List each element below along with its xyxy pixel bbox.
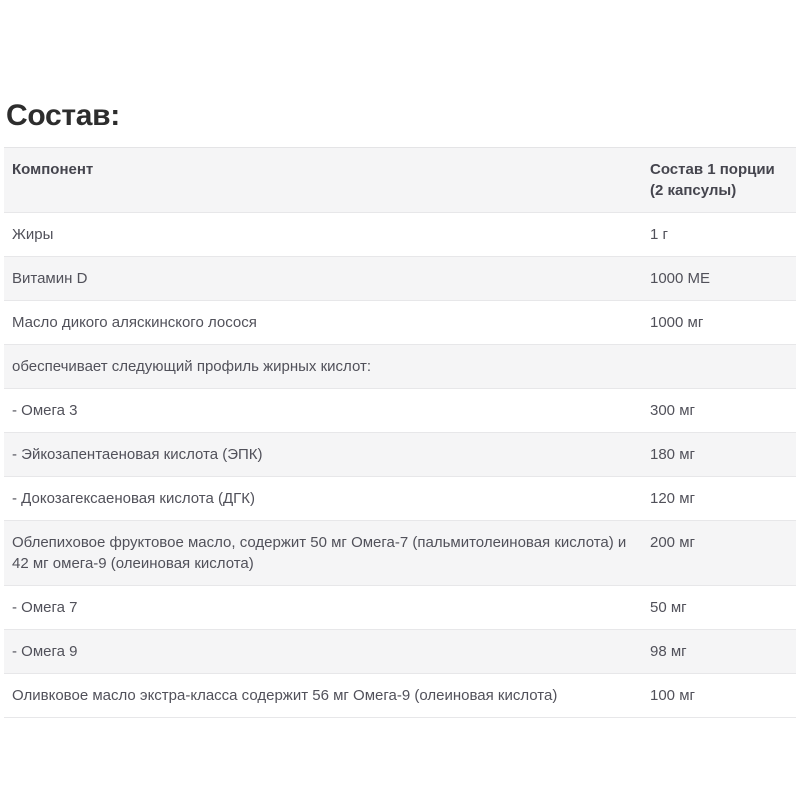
value-cell: 180 мг <box>650 446 695 463</box>
component-cell: Масло дикого аляскинского лосося <box>12 314 257 331</box>
table-row <box>4 630 796 674</box>
component-cell: - Омега 3 <box>12 402 78 419</box>
table-row <box>4 301 796 345</box>
table-row <box>4 586 796 630</box>
table-row <box>4 213 796 257</box>
value-cell: 1000 мг <box>650 314 704 331</box>
table-row <box>4 674 796 718</box>
table-row <box>4 257 796 301</box>
table-header-row <box>4 148 796 213</box>
value-cell: 100 мг <box>650 687 695 704</box>
value-cell: 300 мг <box>650 402 695 419</box>
column-header-component: Компонент <box>12 161 94 178</box>
component-cell: обеспечивает следующий профиль жирных кислот: <box>12 358 371 375</box>
value-cell: 1000 МЕ <box>650 270 711 287</box>
value-cell <box>650 345 796 367</box>
table-row <box>4 433 796 477</box>
table-row <box>4 477 796 521</box>
component-cell: Жиры <box>12 226 54 243</box>
component-cell: - Эйкозапентаеновая кислота (ЭПК) <box>12 446 263 463</box>
component-cell: Витамин D <box>12 270 88 287</box>
component-cell: Оливковое масло экстра-класса содержит 56 мг Омега-9 (олеиновая кислота) <box>12 687 558 704</box>
table-row <box>4 345 796 389</box>
column-header-serving: Состав 1 порции (2 капсулы) <box>650 161 775 199</box>
component-cell: - Омега 9 <box>12 643 78 660</box>
value-cell: 120 мг <box>650 490 695 507</box>
component-cell: - Докозагексаеновая кислота (ДГК) <box>12 490 256 507</box>
value-cell: 200 мг <box>650 534 695 551</box>
composition-table <box>4 147 796 718</box>
value-cell: 50 мг <box>650 599 687 616</box>
component-cell: Облепиховое фруктовое масло, содержит 50 мг Омега-7 (пальмитолеиновая кислота) и 42 мг омега-9 (олеиновая кислота) <box>12 534 627 572</box>
table-row <box>4 389 796 433</box>
value-cell: 98 мг <box>650 643 687 660</box>
table-row <box>4 521 796 586</box>
value-cell: 1 г <box>650 226 668 243</box>
page-title: Состав: <box>6 99 120 132</box>
component-cell: - Омега 7 <box>12 599 78 616</box>
